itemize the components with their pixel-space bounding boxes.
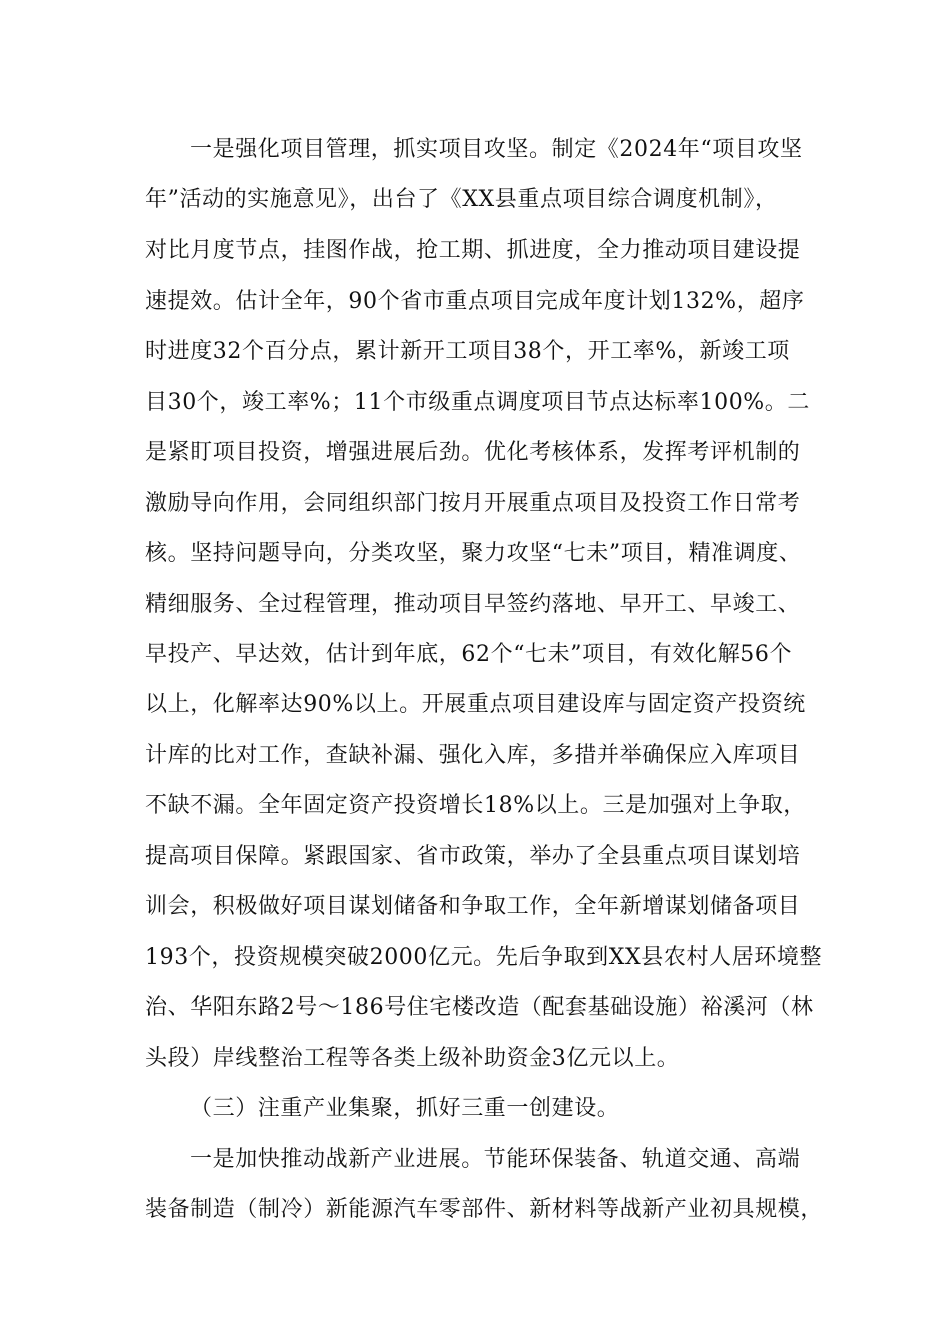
text-line: 对比月度节点，挂图作战，抢工期、抓进度，全力推动项目建设提 xyxy=(145,238,801,263)
text-line: 不缺不漏。全年固定资产投资增长18%以上。三是加强对上争取， xyxy=(145,793,806,818)
text-line: 装备制造（制冷）新能源汽车零部件、新材料等战新产业初具规模， xyxy=(145,1197,824,1222)
text-line: 头段）岸线整治工程等各类上级补助资金3亿元以上。 xyxy=(145,1046,680,1071)
text-line: 激励导向作用，会同组织部门按月开展重点项目及投资工作日常考 xyxy=(145,491,801,516)
section-heading: （三）注重产业集聚，抓好三重一创建设。 xyxy=(190,1096,620,1121)
text-line: 193个，投资规模突破2000亿元。先后争取到XX县农村人居环境整 xyxy=(145,945,823,970)
text-line: 时进度32个百分点，累计新开工项目38个，开工率%，新竣工项 xyxy=(145,339,790,364)
text-line: 一是加快推动战新产业进展。节能环保装备、轨道交通、高端 xyxy=(190,1147,801,1172)
text-line: 训会，积极做好项目谋划储备和争取工作，全年新增谋划储备项目 xyxy=(145,894,801,919)
text-line: 是紧盯项目投资，增强进展后劲。优化考核体系，发挥考评机制的 xyxy=(145,440,801,465)
text-line: 提高项目保障。紧跟国家、省市政策，举办了全县重点项目谋划培 xyxy=(145,844,801,869)
text-line: 目30个，竣工率%；11个市级重点调度项目节点达标率100%。二 xyxy=(145,390,810,415)
text-line: 以上，化解率达90%以上。开展重点项目建设库与固定资产投资统 xyxy=(145,692,806,717)
text-line: 早投产、早达效，估计到年底，62个“七未”项目，有效化解56个 xyxy=(145,642,793,667)
text-line: 一是强化项目管理，抓实项目攻坚。制定《2024年“项目攻坚 xyxy=(190,137,803,162)
text-line: 治、华阳东路2号～186号住宅楼改造（配套基础设施）裕溪河（林 xyxy=(145,995,814,1020)
text-line: 年”活动的实施意见》，出台了《XX县重点项目综合调度机制》， xyxy=(145,187,778,212)
text-line: 计库的比对工作，查缺补漏、强化入库，多措并举确保应入库项目 xyxy=(145,743,801,768)
text-line: 核。坚持问题导向，分类攻坚，聚力攻坚“七未”项目，精准调度、 xyxy=(145,541,802,566)
text-line: 速提效。估计全年，90个省市重点项目完成年度计划132%，超序 xyxy=(145,289,805,314)
text-line: 精细服务、全过程管理，推动项目早签约落地、早开工、早竣工、 xyxy=(145,592,801,617)
